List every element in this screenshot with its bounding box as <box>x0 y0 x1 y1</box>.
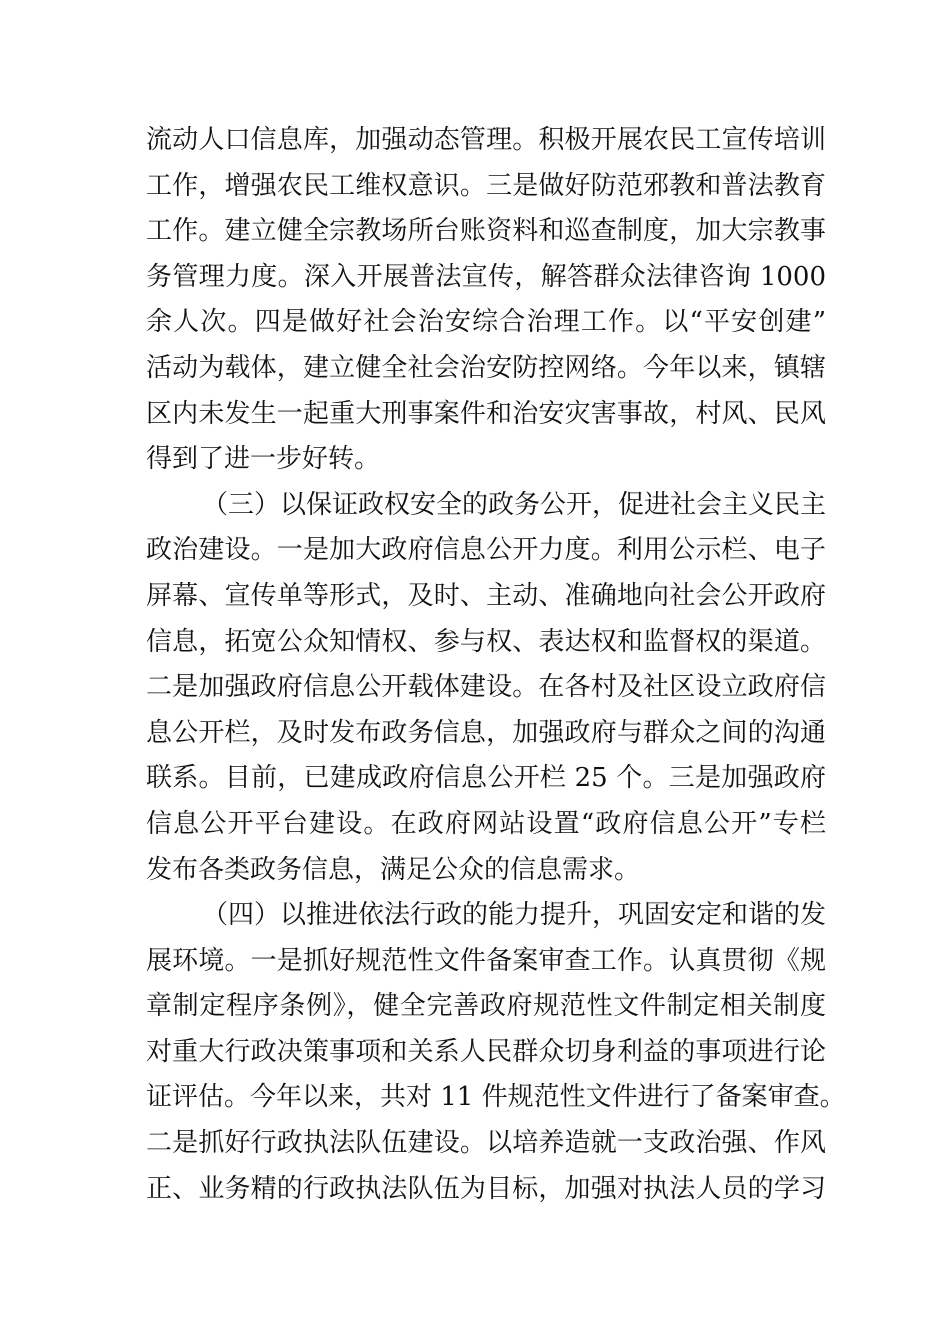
text-line: 二是抓好行政执法队伍建设。以培养造就一支政治强、作风 <box>146 1128 826 1159</box>
body-text <box>146 118 846 1212</box>
text-line: 屏幕、宣传单等形式，及时、主动、准确地向社会公开政府 <box>146 580 826 611</box>
paragraph-start-line: （四）以推进依法行政的能力提升，巩固安定和谐的发 <box>202 900 827 931</box>
text-line: 余人次。四是做好社会治安综合治理工作。以“平安创建” <box>146 307 826 338</box>
text-line: 展环境。一是抓好规范性文件备案审查工作。认真贯彻《规 <box>146 945 826 976</box>
text-line: 流动人口信息库，加强动态管理。积极开展农民工宣传培训 <box>146 125 826 155</box>
paragraph-start-line: （三）以保证政权安全的政务公开，促进社会主义民主 <box>202 489 827 520</box>
text-line: 发布各类政务信息，满足公众的信息需求。 <box>146 854 641 885</box>
text-line: 信息公开平台建设。在政府网站设置“政府信息公开”专栏 <box>146 808 826 839</box>
text-line: 工作，增强农民工维权意识。三是做好防范邪教和普法教育 <box>146 170 826 201</box>
text-line: 工作。建立健全宗教场所台账资料和巡查制度，加大宗教事 <box>146 216 826 247</box>
text-line: 区内未发生一起重大刑事案件和治安灾害事故，村风、民风 <box>146 398 826 429</box>
text-line: 二是加强政府信息公开载体建设。在各村及社区设立政府信 <box>146 672 826 703</box>
text-line: 务管理力度。深入开展普法宣传，解答群众法律咨询 1000 <box>146 261 826 292</box>
text-line: 政治建设。一是加大政府信息公开力度。利用公示栏、电子 <box>146 535 826 566</box>
text-line: 活动为载体，建立健全社会治安防控网络。今年以来，镇辖 <box>146 352 826 383</box>
text-line: 证评估。今年以来，共对 11 件规范性文件进行了备案审查。 <box>146 1082 846 1113</box>
text-line: 得到了进一步好转。 <box>146 444 381 475</box>
text-line: 章制定程序条例》，健全完善政府规范性文件制定相关制度 <box>146 991 826 1022</box>
text-line: 正、业务精的行政执法队伍为目标，加强对执法人员的学习 <box>146 1173 826 1204</box>
text-line: 联系。目前，已建成政府信息公开栏 25 个。三是加强政府 <box>146 763 826 794</box>
text-line: 息公开栏，及时发布政务信息，加强政府与群众之间的沟通 <box>146 717 826 748</box>
text-line: 对重大行政决策事项和关系人民群众切身利益的事项进行论 <box>146 1036 826 1067</box>
text-line: 信息，拓宽公众知情权、参与权、表达权和监督权的渠道。 <box>146 626 826 657</box>
